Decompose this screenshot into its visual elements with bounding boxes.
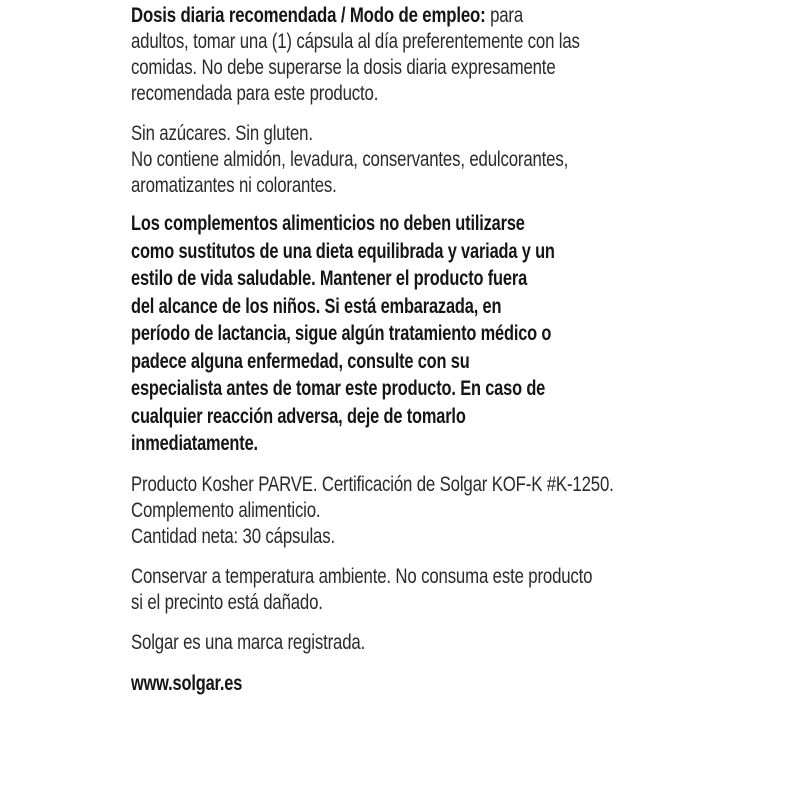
dosage-line-3: comidas. No debe superarse la dosis diaria expresamente (131, 56, 556, 79)
free-from-line-1: Sin azúcares. Sin gluten. (131, 122, 313, 145)
dosage-heading: Dosis diaria recomendada / Modo de empleo: (131, 4, 486, 27)
storage-line-2: si el precinto está dañado. (131, 590, 323, 614)
dosage-line-4: recomendada para este producto. (131, 82, 379, 105)
certification-line-2: Complemento alimenticio. (131, 498, 321, 522)
product-label-text (131, 0, 751, 697)
storage-section (131, 564, 751, 616)
warning-line-3: estilo de vida saludable. Mantener el producto fuera (131, 267, 528, 290)
trademark-section (131, 630, 751, 656)
warning-line-8: cualquier reacción adversa, deje de tomarlo (131, 404, 466, 428)
free-from-line-2: No contiene almidón, levadura, conservantes, edulcorantes, (131, 148, 569, 171)
certification-line-1: Producto Kosher PARVE. Certificación de Solgar KOF-K #K-1250. (131, 472, 614, 496)
warning-line-2: como sustitutos de una dieta equilibrada y variada y un (131, 239, 555, 263)
trademark-text: Solgar es una marca registrada. (131, 630, 366, 654)
warning-section (131, 210, 751, 458)
dosage-section (131, 3, 751, 107)
certification-section (131, 472, 751, 550)
warning-line-6: padece alguna enfermedad, consulte con su (131, 349, 470, 373)
warning-line-1: Los complementos alimenticios no deben utilizarse (131, 212, 525, 235)
website-section (131, 670, 751, 698)
warning-line-4: del alcance de los niños. Si está embarazada, en (131, 294, 502, 318)
dosage-line-1: Dosis diaria recomendada / Modo de empleo: para (131, 4, 524, 27)
certification-line-3: Cantidad neta: 30 cápsulas. (131, 524, 335, 548)
dosage-line-2: adultos, tomar una (1) cápsula al día preferentemente con las (131, 30, 580, 53)
website-link[interactable]: www.solgar.es (131, 671, 243, 695)
storage-line-1: Conservar a temperatura ambiente. No consuma este producto (131, 564, 593, 588)
warning-line-7: especialista antes de tomar este producto. En caso de (131, 377, 546, 400)
free-from-section (131, 121, 751, 199)
free-from-line-3: aromatizantes ni colorantes. (131, 174, 337, 197)
warning-line-5: período de lactancia, sigue algún tratamiento médico o (131, 322, 552, 345)
warning-line-9: inmediatamente. (131, 432, 258, 455)
